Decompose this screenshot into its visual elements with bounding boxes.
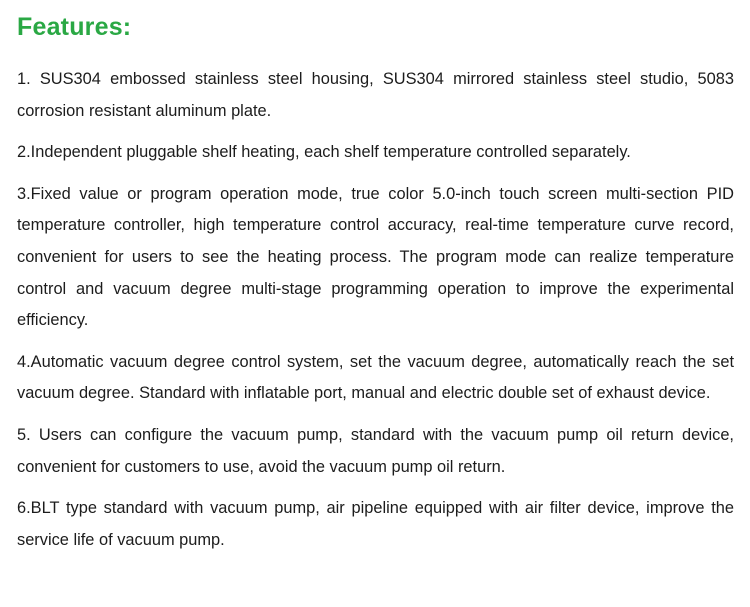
feature-item-5: 5. Users can configure the vacuum pump, standard with the vacuum pump oil return device, convenient for customers to use, avoid the vacuum pump oil return. — [17, 425, 734, 476]
feature-item-6: 6.BLT type standard with vacuum pump, air pipeline equipped with air filter device, improve the service life of vacuum pump. — [17, 499, 734, 549]
feature-item-2: 2.Independent pluggable shelf heating, each shelf temperature controlled separately. — [17, 143, 631, 162]
feature-item-1: 1. SUS304 embossed stainless steel housing, SUS304 mirrored stainless steel studio, 5083 corrosion resistant aluminum plate. — [17, 70, 734, 120]
page-title: Features: — [17, 13, 132, 41]
feature-list — [17, 64, 734, 556]
feature-item-4: 4.Automatic vacuum degree control system, set the vacuum degree, automatically reach the set vacuum degree. Standard with inflatable port, manual and electric double set of exhaust device. — [17, 352, 734, 403]
feature-item-3: 3.Fixed value or program operation mode, true color 5.0-inch touch screen multi-section PID temperature controller, high temperature control accuracy, real-time temperature curve record, convenient for users to see the heating process. The program mode can realize temperature control and vacuum degree multi-stage programming operation to improve the experimental efficiency. — [17, 184, 734, 330]
